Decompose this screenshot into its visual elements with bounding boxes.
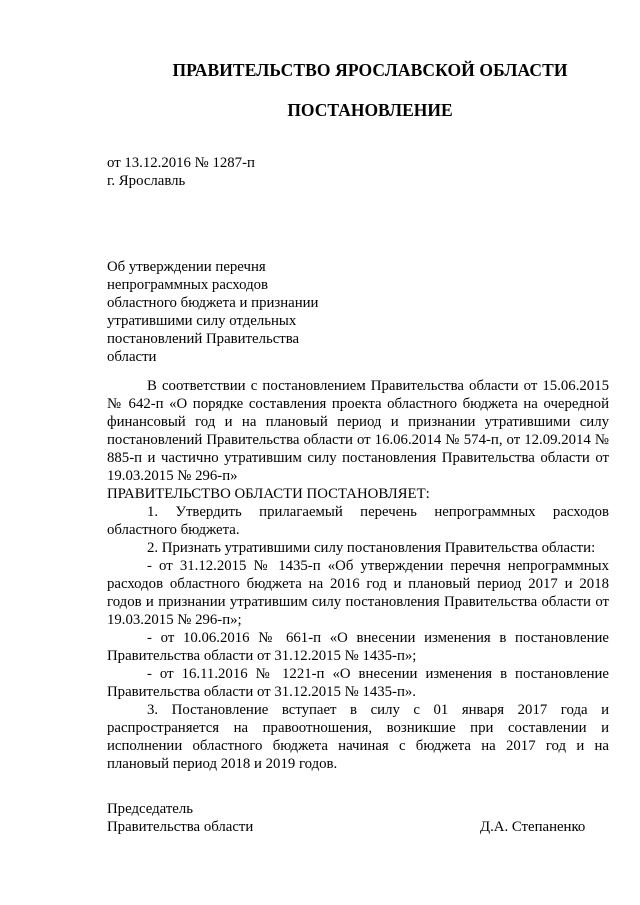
item-3: 3. Постановление вступает в силу с 01 января 2017 года и распространяется на правоотношения, возникшие при составлении и исполнении областного бюджета начиная с бюджета на 2017 год и на плановый период 2018 и 2019 годов.: [107, 702, 609, 772]
subject-line: утратившими силу отдельных: [107, 313, 297, 329]
signature-name: Д.А. Степаненко: [480, 819, 586, 835]
subject-line: области: [107, 349, 157, 365]
document-body: [107, 377, 609, 773]
subject-line: непрограммных расходов: [107, 277, 268, 293]
item-2c: - от 16.11.2016 № 1221-п «О внесении изменения в постановление Правительства области от 31.12.2015 № 1435-п».: [107, 666, 609, 700]
subject-line: областного бюджета и признании: [107, 295, 319, 311]
item-1: 1. Утвердить прилагаемый перечень непрограммных расходов областного бюджета.: [107, 504, 609, 538]
date-number: от 13.12.2016 № 1287-п: [107, 155, 255, 171]
subject-line: постановлений Правительства: [107, 331, 300, 347]
item-2b: - от 10.06.2016 № 661-п «О внесении изменения в постановление Правительства области от 31.12.2015 № 1435-п»;: [107, 630, 609, 664]
item-2: 2. Признать утратившими силу постановления Правительства области:: [147, 540, 596, 556]
city: г. Ярославль: [107, 173, 186, 189]
preamble-paragraph: В соответствии с постановлением Правительства области от 15.06.2015 № 642-п «О порядке составления проекта областного бюджета на очередной финансовый год и на плановый период и признании утратившими силу постановлений Правительства области от 16.06.2014 № 574-п, от 12.09.2014 № 885-п и частично утратившим силу постановления Правительства области от 19.03.2015 № 296-п»: [107, 378, 609, 484]
signature-title-line: Председатель: [107, 801, 193, 817]
signature-title-line: Правительства области: [107, 819, 254, 835]
document-type-header: ПОСТАНОВЛЕНИЕ: [287, 100, 453, 120]
subject-block: [107, 258, 367, 366]
resolves-line: ПРАВИТЕЛЬСТВО ОБЛАСТИ ПОСТАНОВЛЯЕТ:: [107, 486, 430, 502]
item-2a: - от 31.12.2015 № 1435-п «Об утверждении перечня непрограммных расходов областного бюджета на 2016 год и плановый период 2017 и 2018 годов и признании утратившим силу постановления Правительства области от 19.03.2015 № 296-п»;: [107, 558, 609, 628]
signature-title: [107, 800, 253, 836]
organization-header: ПРАВИТЕЛЬСТВО ЯРОСЛАВСКОЙ ОБЛАСТИ: [172, 60, 568, 80]
subject-line: Об утверждении перечня: [107, 259, 266, 275]
